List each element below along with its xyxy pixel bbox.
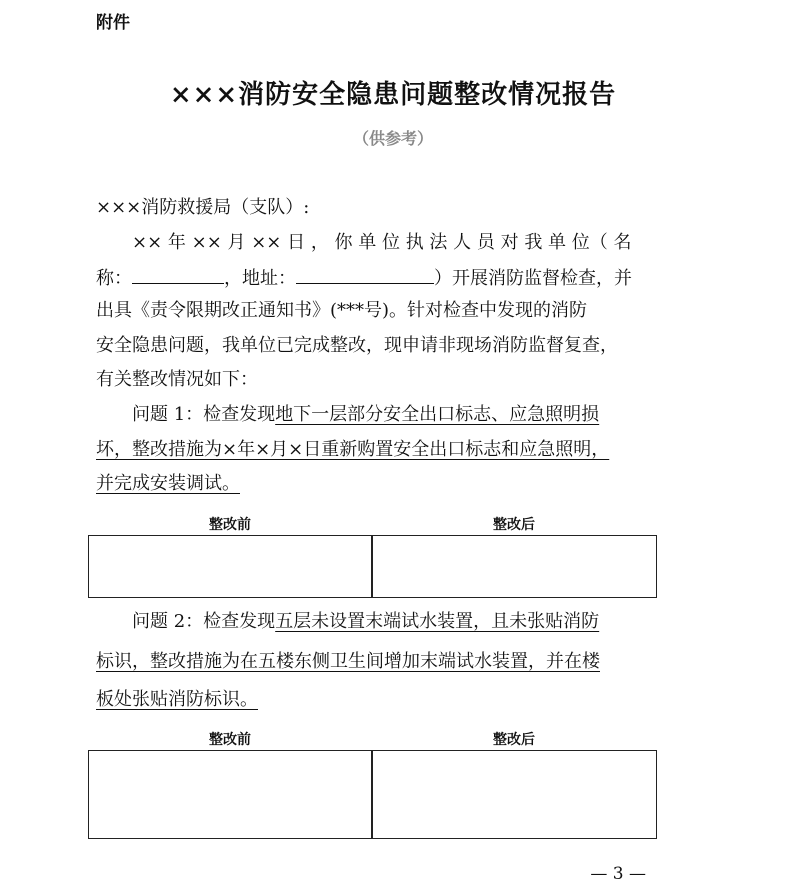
intro-line-2 — [96, 265, 686, 291]
issue-1-line-2: 坏，整改措施为×年×月×日重新购置安全出口标志和应急照明， — [96, 439, 610, 460]
issue-1-line-3 — [96, 472, 686, 496]
address-label: ，地址： — [224, 268, 296, 289]
issue-1-after-header: 整改后 — [493, 517, 535, 533]
issue-2-finding: 五层未设置末端试水装置，且未张贴消防 — [275, 611, 600, 632]
issue-2-prefix: 问题 2：检查发现 — [132, 611, 276, 632]
issue-1-after-photo — [371, 535, 657, 598]
attachment-label: 附件 — [96, 13, 130, 33]
issue-1-before-photo — [88, 535, 373, 598]
address-blank — [296, 265, 434, 284]
intro-line-1: ×× 年 ×× 月 ×× 日 ， 你 单 位 执 法 人 员 对 我 单 位（ 名 — [132, 232, 632, 253]
name-label: 称： — [96, 268, 132, 289]
issue-1-prefix: 问题 1：检查发现 — [132, 404, 276, 425]
issue-2-line-3 — [96, 688, 686, 712]
issue-2-line-2: 标识，整改措施为在五楼东侧卫生间增加末端试水装置，并在楼 — [96, 651, 600, 672]
issue-2-line-3-text: 板处张贴消防标识。 — [96, 689, 258, 710]
name-blank — [132, 265, 224, 284]
intro-line-2-rest: ）开展消防监督检查，并 — [434, 268, 632, 289]
intro-line-5: 有关整改情况如下： — [96, 369, 258, 390]
report-title: ×××消防安全隐患问题整改情况报告 — [169, 80, 617, 110]
issue-1-line-1 — [132, 403, 686, 427]
issue-2-line-1 — [132, 610, 686, 634]
issue-2-after-header: 整改后 — [493, 732, 535, 748]
intro-line-3: 出具《责令限期改正通知书》(***号)。针对检查中发现的消防 — [96, 300, 588, 321]
issue-1-finding: 地下一层部分安全出口标志、应急照明损 — [275, 404, 600, 425]
intro-line-4: 安全隐患问题，我单位已完成整改，现申请非现场消防监督复查， — [96, 335, 618, 356]
issue-1-before-header: 整改前 — [209, 517, 251, 533]
salutation: ×××消防救援局（支队）: — [96, 197, 310, 218]
issue-2-before-photo — [88, 750, 373, 839]
page-number: — 3 — — [590, 864, 646, 884]
issue-1-line-3-text: 并完成安装调试。 — [96, 473, 240, 494]
report-subtitle: （供参考） — [352, 129, 433, 148]
issue-2-before-header: 整改前 — [209, 732, 251, 748]
issue-2-after-photo — [371, 750, 657, 839]
